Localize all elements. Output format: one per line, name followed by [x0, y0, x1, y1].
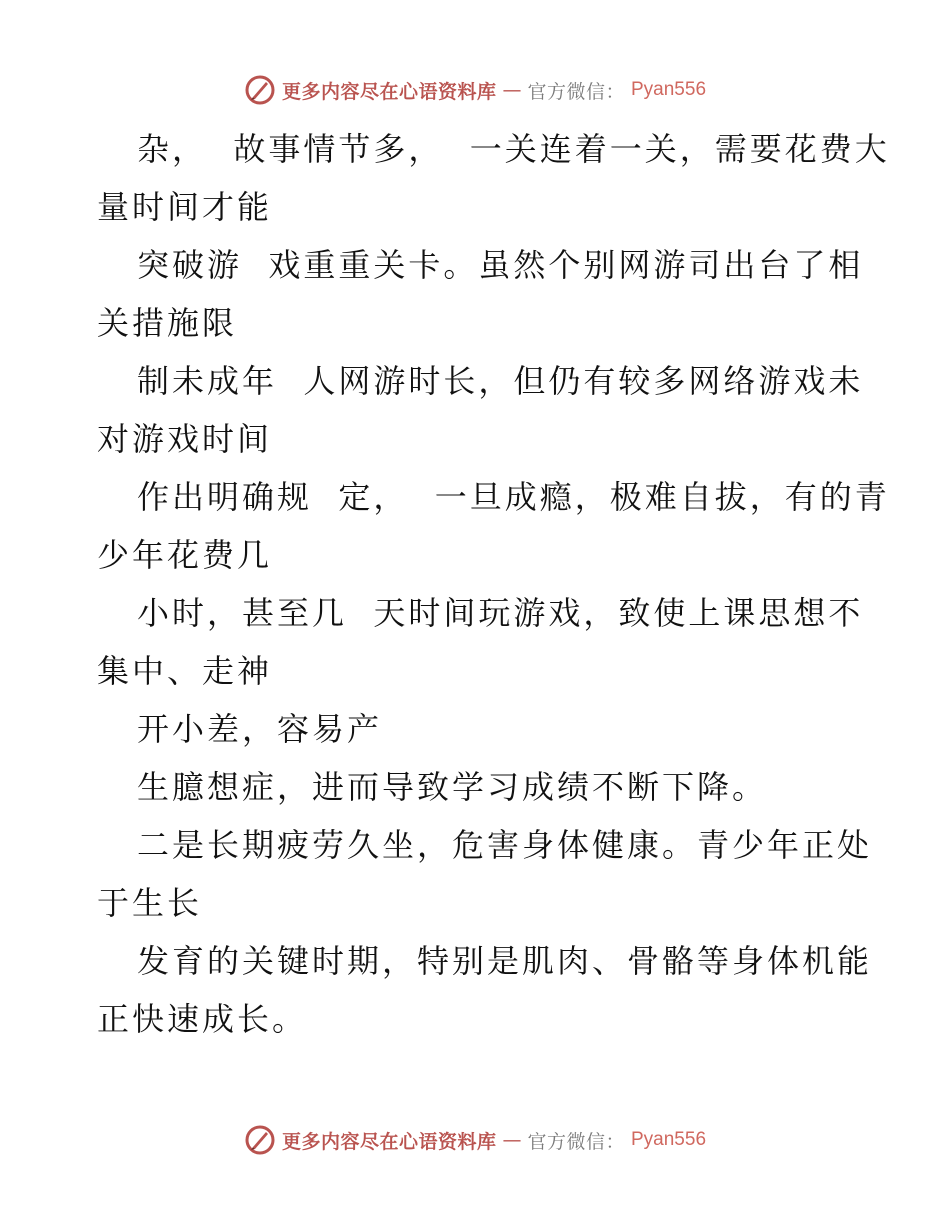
paragraph-line: 二是长期疲劳久坐，危害身体健康。青少年正处: [137, 826, 873, 864]
watermark-wechat-label: 官方微信：: [527, 1130, 625, 1153]
paragraph: [97, 700, 857, 758]
paragraph-line: 杂， 故事情节多， 一关连着一关，需要花费大: [137, 130, 890, 168]
paragraph-line: 集中、走神: [97, 652, 273, 690]
paragraph-line: 小时，甚至几 天时间玩游戏，致使上课思想不: [137, 594, 864, 632]
document-body: [97, 120, 890, 1048]
paragraph: [97, 120, 890, 236]
paragraph-line: 少年花费几: [97, 536, 273, 574]
paragraph-line: 量时间才能: [97, 188, 273, 226]
paragraph: [97, 816, 873, 932]
paragraph-line: 生臆想症，进而导致学习成绩不断下降。: [137, 768, 768, 806]
watermark-separator: —: [502, 79, 522, 101]
paragraph-line: 制未成年 人网游时长，但仍有较多网络游戏未: [137, 362, 864, 400]
watermark-brand: [244, 1124, 706, 1156]
paragraph: [97, 932, 873, 1048]
watermark-wechat-label: 官方微信：: [527, 80, 625, 103]
watermark-brand: [244, 74, 706, 106]
paragraph-line: 关措施限: [97, 304, 238, 342]
quill-logo-icon: [244, 74, 276, 106]
paragraph-line: 开小差，容易产: [137, 710, 383, 748]
paragraph: [97, 468, 890, 584]
watermark-separator: —: [502, 1129, 522, 1151]
header-watermark: [0, 70, 950, 110]
paragraph: [97, 352, 864, 468]
paragraph-line: 突破游 戏重重关卡。虽然个别网游司出台了相: [137, 246, 864, 284]
paragraph-line: 于生长: [97, 884, 203, 922]
watermark-wechat-id: Pyan556: [631, 1129, 707, 1150]
paragraph-line: 作出明确规 定， 一旦成瘾，极难自拔，有的青: [137, 478, 890, 516]
footer-watermark: [0, 1120, 950, 1160]
watermark-brand-text: 更多内容尽在心语资料库: [281, 80, 497, 103]
paragraph-line: 正快速成长。: [97, 1000, 308, 1038]
quill-logo-icon: [244, 1124, 276, 1156]
paragraph: [97, 236, 864, 352]
paragraph-line: 发育的关键时期，特别是肌肉、骨骼等身体机能: [137, 942, 873, 980]
watermark-wechat-id: Pyan556: [631, 79, 707, 100]
paragraph: [97, 758, 857, 816]
paragraph: [97, 584, 864, 700]
watermark-brand-text: 更多内容尽在心语资料库: [281, 1130, 497, 1153]
paragraph-line: 对游戏时间: [97, 420, 273, 458]
